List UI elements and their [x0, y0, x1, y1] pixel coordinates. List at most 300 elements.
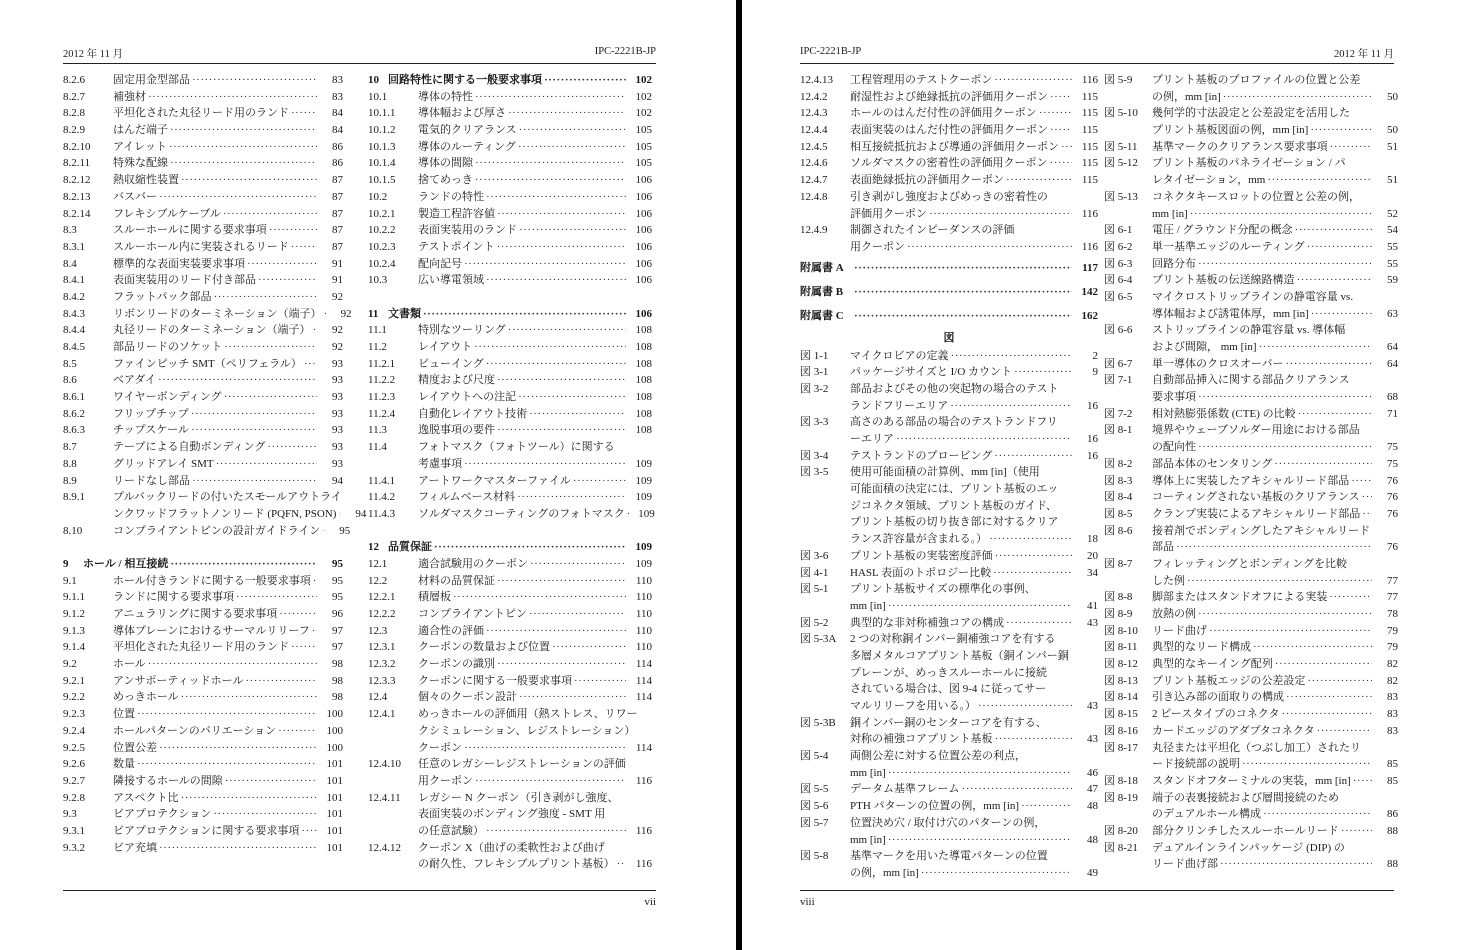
entry-title: の例，mm [in]	[850, 866, 919, 879]
toc-entry	[63, 673, 343, 690]
entry-page: 50	[1387, 124, 1398, 137]
entry-title: 用クーポン	[850, 240, 905, 253]
dot-leader	[919, 865, 1072, 882]
entry-page: 102	[635, 107, 652, 120]
toc-entry	[368, 206, 652, 223]
entry-number: 図 6-6	[1104, 324, 1133, 337]
entry-title: ビアプロテクションに関する要求事項	[113, 824, 300, 837]
toc-entry	[63, 756, 343, 773]
entry-number: 図 8-10	[1104, 624, 1138, 637]
entry-title: フォトマスク（フォトツール）に関する	[418, 441, 615, 454]
entry-number: 8.4.5	[63, 341, 85, 353]
entry-number: 図 8-7	[1104, 557, 1133, 570]
entry-number: 図 5-4	[800, 750, 829, 763]
toc-entry	[1104, 589, 1398, 606]
toc-entry	[1104, 673, 1398, 690]
entry-title: ード接続部の説明	[1152, 758, 1240, 771]
entry-page: 9	[1092, 366, 1098, 379]
toc-entry	[1104, 723, 1398, 740]
toc-entry-continuation	[1104, 172, 1398, 189]
dot-leader	[168, 155, 317, 172]
toc-entry	[63, 155, 343, 172]
toc-entry-continuation	[1104, 89, 1398, 106]
entry-number: 10.1.2	[368, 124, 396, 137]
toc-entry-continuation	[800, 206, 1098, 223]
entry-title: PTH パターンの位置の例，mm [in]	[850, 800, 1020, 813]
dot-leader	[473, 155, 626, 172]
toc-entry	[63, 806, 343, 823]
dot-leader	[1004, 615, 1072, 632]
entry-title: 位置	[113, 708, 135, 721]
entry-number: 12.4.3	[800, 107, 828, 120]
toc-entry-continuation	[800, 239, 1098, 256]
entry-number: 8.2.10	[63, 140, 91, 153]
toc-entry	[368, 473, 652, 490]
entry-number: 9.1.1	[63, 591, 85, 604]
entry-page: 84	[332, 107, 343, 120]
entry-number: 12.2	[368, 574, 388, 587]
toc-entry	[368, 756, 652, 773]
entry-number: 8.2.11	[63, 157, 91, 170]
entry-title: テストポイント	[418, 240, 495, 253]
entry-number: 図 5-1	[800, 583, 829, 596]
entry-title: プレーンが、めっきスルーホールに接続	[850, 666, 1048, 679]
entry-title: 配向記号	[418, 257, 462, 270]
dot-leader	[1221, 89, 1372, 106]
entry-title: ランドに関する要求事項	[113, 591, 234, 604]
dot-leader	[1004, 172, 1072, 189]
dot-leader	[1048, 155, 1072, 172]
entry-number: 10.1.4	[368, 157, 396, 170]
entry-number: 12.2.2	[368, 608, 396, 620]
dot-leader	[484, 272, 626, 289]
entry-number: 8.6.1	[63, 391, 85, 404]
entry-number: 12.3.1	[368, 641, 396, 654]
entry-title: クーポンに関する一般要求事項	[418, 674, 572, 687]
dot-leader	[572, 673, 626, 690]
toc-entry	[800, 631, 1098, 648]
toc-entry	[63, 606, 343, 623]
entry-title: ホール付きランドに関する一般要求事項	[113, 574, 311, 587]
header-date: 2012 年 11 月	[1334, 49, 1394, 60]
entry-page: 116	[1081, 74, 1098, 86]
spacer	[63, 539, 343, 556]
entry-title: 境界やウェーブソルダー用途における部品	[1152, 424, 1360, 437]
toc-entry	[63, 422, 343, 439]
entry-page: 106	[635, 224, 652, 237]
toc-entry-continuation	[368, 856, 652, 873]
entry-page: 43	[1087, 700, 1098, 712]
entry-number: 8.3	[63, 224, 77, 237]
toc-entry	[1104, 740, 1398, 757]
toc-entry	[1104, 656, 1398, 673]
dot-leader	[179, 790, 317, 807]
entry-page: 91	[332, 274, 343, 287]
entry-page: 114	[635, 741, 652, 754]
toc-entry	[800, 72, 1098, 89]
entry-title: スルーホール内に実装されるリード	[113, 240, 289, 253]
entry-title: ランドの特性	[418, 190, 484, 203]
entry-title: 適合性の評価	[418, 624, 484, 637]
entry-page: 105	[635, 124, 652, 137]
entry-title: 典型的なキーイング配列	[1152, 658, 1273, 671]
dot-leader	[1037, 105, 1072, 122]
toc-entry	[368, 506, 655, 523]
page-number: viii	[800, 896, 815, 908]
entry-number: 図 8-14	[1104, 691, 1138, 704]
entry-title: プリント基板の実装密度評価	[850, 549, 993, 562]
dot-leader	[277, 606, 317, 623]
toc-entry	[800, 448, 1098, 465]
entry-number: 図 8-9	[1104, 608, 1133, 620]
toc-entry	[800, 256, 1098, 280]
entry-number: 8.5	[63, 357, 77, 370]
entry-number: 図 8-18	[1104, 774, 1138, 787]
entry-number: 図 6-2	[1104, 240, 1133, 253]
dot-leader	[168, 122, 317, 139]
toc-entry	[800, 280, 1098, 304]
entry-page: 101	[326, 808, 343, 821]
toc-entry	[1104, 189, 1398, 206]
toc-entry	[368, 706, 652, 723]
entry-number: 図 6-5	[1104, 290, 1133, 303]
entry-title: mm [in]	[850, 766, 886, 779]
entry-title: 表面実装のはんだ付性の評価用クーポン	[850, 124, 1048, 137]
dot-leader	[495, 372, 626, 389]
dot-leader	[1048, 89, 1072, 106]
entry-page: 116	[635, 774, 652, 787]
entry-title: めっきホールの評価用（熱ストレス、リワー	[418, 708, 638, 721]
entry-page: 85	[1387, 774, 1398, 787]
entry-number: 10.2.4	[368, 257, 396, 270]
entry-title: 2 ピースタイプのコネクタ	[1152, 708, 1280, 721]
entry-title: ーエリア	[850, 433, 894, 445]
entry-number: 図 8-20	[1104, 824, 1138, 837]
dot-leader	[167, 139, 317, 156]
entry-page: 142	[1081, 285, 1098, 298]
toc-entry	[800, 222, 1098, 239]
entry-number: 12	[368, 541, 379, 554]
toc-entry	[368, 105, 652, 122]
entry-number: 附属書 B	[800, 285, 844, 298]
toc-entry	[63, 72, 343, 89]
dot-leader	[1207, 623, 1372, 640]
entry-title: コネクタキースロットの位置と公差の例，	[1152, 190, 1361, 203]
entry-page: 94	[355, 507, 367, 520]
entry-page: 55	[1387, 257, 1398, 270]
dot-leader	[289, 639, 317, 656]
entry-title: 典型的な非対称補強コアの構成	[850, 616, 1004, 629]
toc-entry	[63, 289, 343, 306]
entry-page: 64	[1387, 341, 1398, 353]
dot-leader	[1284, 689, 1372, 706]
toc-entry	[63, 489, 343, 506]
entry-page: 100	[326, 741, 343, 754]
dot-leader	[302, 356, 317, 373]
dot-leader	[948, 398, 1072, 415]
entry-title: 引き剥がし強度およびめっきの密着性の	[850, 190, 1048, 203]
dot-leader	[256, 272, 317, 289]
toc-entry	[368, 222, 652, 239]
entry-number: 9.1	[63, 574, 77, 587]
dot-leader	[1360, 489, 1372, 506]
entry-title: 部品	[1152, 541, 1174, 554]
toc-entry	[368, 339, 652, 356]
entry-page: 116	[1081, 240, 1098, 253]
toc-entry	[800, 548, 1098, 565]
entry-title: プリント基板図面の例，mm [in]	[1152, 124, 1309, 137]
entry-number: 12.4.6	[800, 157, 828, 170]
entry-number: 12.3	[368, 624, 388, 637]
toc-entry	[1104, 523, 1398, 540]
toc-entry	[1104, 406, 1398, 423]
entry-number: 10.1.5	[368, 174, 396, 187]
entry-page: 77	[1387, 591, 1398, 604]
entry-title: クーポンの数量および位置	[418, 641, 550, 654]
toc-entry	[368, 406, 652, 423]
entry-page: 94	[332, 474, 343, 487]
entry-number: 図 8-8	[1104, 591, 1133, 604]
entry-title: デュアルインラインパッケージ (DIP) の	[1152, 841, 1345, 854]
dot-leader	[484, 823, 626, 840]
toc-entry	[1104, 823, 1398, 840]
entry-page: 34	[1087, 566, 1098, 579]
entry-page: 92	[332, 324, 343, 337]
toc-entry	[800, 565, 1098, 582]
entry-number: 8.4.4	[63, 324, 85, 337]
dot-leader	[234, 589, 317, 606]
entry-title: 導体のルーティング	[418, 140, 516, 153]
entry-number: 8.2.8	[63, 107, 85, 120]
toc-entry	[1104, 256, 1398, 273]
entry-page: 110	[635, 591, 652, 604]
dot-leader	[1293, 222, 1372, 239]
entry-number: 11.3	[368, 424, 387, 437]
entry-title: 導体の特性	[418, 90, 473, 103]
figures-column-2	[1104, 72, 1398, 873]
entry-number: 図 3-6	[800, 549, 829, 562]
dot-leader	[211, 806, 317, 823]
dot-leader	[886, 598, 1072, 615]
entry-page: 83	[332, 90, 343, 103]
entry-title: ビア充填	[113, 841, 157, 854]
toc-entry	[63, 773, 343, 790]
entry-title: 製造工程許容値	[418, 207, 495, 220]
entry-page: 106	[635, 307, 652, 320]
entry-number: 11.4.2	[368, 491, 396, 504]
entry-title: フリップチップ	[113, 407, 189, 420]
dot-leader	[222, 339, 317, 356]
entry-page: 88	[1387, 858, 1398, 871]
entry-number: 図 1-1	[800, 349, 829, 362]
dot-leader	[949, 348, 1072, 365]
toc-entry	[63, 656, 343, 673]
toc-entry	[368, 372, 652, 389]
entry-title: 脚部またはスタンドオフによる実装	[1152, 591, 1328, 604]
dot-leader	[495, 239, 626, 256]
entry-page: 86	[332, 157, 343, 170]
entry-page: 116	[1081, 207, 1098, 220]
entry-title: 回路分布	[1152, 257, 1196, 270]
toc-entry	[63, 556, 343, 573]
dot-leader	[515, 489, 626, 506]
entry-title: 広い導電領域	[418, 274, 484, 287]
entry-number: 10.1.1	[368, 107, 396, 120]
toc-entry	[63, 573, 343, 590]
entry-page: 101	[326, 824, 343, 837]
entry-page: 109	[635, 491, 652, 504]
entry-number: 9.2.4	[63, 724, 85, 737]
entry-title: ファインピッチ SMT（ペリフェラル）	[113, 357, 302, 370]
entry-page: 76	[1387, 491, 1398, 504]
entry-page: 108	[635, 374, 652, 387]
entry-title: クーポンの識別	[418, 658, 495, 671]
entry-number: 8.7	[63, 441, 77, 454]
dot-leader	[146, 89, 317, 106]
dot-leader	[1327, 589, 1372, 606]
entry-number: 12.4	[368, 691, 388, 704]
entry-number: 12.4.12	[368, 841, 401, 854]
entry-title: 要求事項	[1152, 391, 1196, 404]
entry-page: 54	[1387, 224, 1398, 237]
dot-leader	[495, 573, 626, 590]
entry-page: 109	[635, 474, 652, 487]
entry-number: 図 8-4	[1104, 491, 1133, 504]
entry-number: 図 5-8	[800, 850, 829, 863]
toc-entry	[63, 389, 343, 406]
entry-number: 9.2.2	[63, 691, 85, 704]
entry-title: 品質保証	[388, 541, 432, 554]
entry-page: 108	[635, 424, 652, 437]
entry-title: mm [in]	[850, 599, 886, 612]
entry-number: 図 3-5	[800, 466, 829, 479]
entry-number: 10.2.3	[368, 240, 396, 253]
dot-leader	[927, 206, 1072, 223]
toc-entry	[368, 72, 652, 89]
toc-entry	[63, 239, 343, 256]
dot-leader	[517, 689, 626, 706]
entry-page: 95	[332, 557, 343, 570]
entry-title: 特殊な配線	[113, 157, 168, 170]
toc-entry	[368, 840, 652, 857]
entry-page: 108	[635, 341, 652, 353]
toc-entry	[63, 272, 343, 289]
entry-number: 11.4.1	[368, 474, 396, 487]
toc-entry-continuation	[1104, 389, 1398, 406]
entry-title: 用クーポン	[418, 774, 473, 787]
dot-leader	[245, 256, 317, 273]
entry-number: 11.1	[368, 324, 387, 337]
entry-page: 86	[1387, 808, 1398, 821]
entry-number: 12.4.8	[800, 190, 828, 203]
entry-title: 隣接するホールの間隙	[113, 774, 223, 787]
entry-title: の任意試験）	[418, 824, 484, 837]
entry-title: 端子の表裏接続および層間接続のため	[1152, 791, 1339, 804]
entry-title: めっきホール	[113, 691, 179, 704]
spacer	[368, 289, 652, 306]
entry-number: 12.4.13	[800, 74, 833, 86]
entry-number: 図 8-5	[1104, 507, 1133, 520]
entry-page: 98	[332, 674, 343, 687]
entry-title: グリッドアレイ SMT	[113, 457, 214, 470]
entry-number: 9.2.7	[63, 774, 85, 787]
entry-page: 108	[635, 324, 652, 337]
entry-title: フィレッティングとボンディングを比較	[1152, 557, 1348, 570]
entry-title: 捨てめっき	[418, 174, 473, 187]
entry-page: 18	[1087, 533, 1098, 546]
toc-entry	[800, 89, 1098, 106]
dot-leader	[894, 431, 1072, 448]
toc-entry	[368, 489, 652, 506]
entry-page: 109	[635, 557, 652, 570]
dot-leader	[516, 389, 626, 406]
entry-page: 98	[332, 658, 343, 671]
entry-number: 図 8-1	[1104, 424, 1133, 437]
entry-title: アスペクト比	[113, 791, 179, 804]
entry-number: 図 8-21	[1104, 841, 1138, 854]
dot-leader	[462, 256, 626, 273]
dot-leader	[506, 322, 626, 339]
entry-page: 115	[1081, 174, 1098, 187]
entry-number: 図 3-3	[800, 416, 829, 429]
toc-entry	[368, 389, 652, 406]
dot-leader	[852, 304, 1072, 328]
toc-entry	[63, 189, 343, 206]
entry-number: 9.2.1	[63, 674, 85, 687]
toc-entry	[63, 639, 343, 656]
entry-page: 106	[635, 257, 652, 270]
entry-page: 82	[1387, 674, 1398, 687]
toc-entry	[368, 639, 652, 656]
entry-page: 95	[339, 524, 351, 537]
toc-entry-continuation	[1104, 806, 1398, 823]
entry-title: 対称の補強コアプリント基板	[850, 733, 993, 746]
dot-leader	[1283, 356, 1372, 373]
entry-title: 精度および尺度	[418, 374, 495, 387]
entry-page: 87	[332, 240, 343, 253]
entry-title: mm [in]	[1152, 207, 1188, 220]
entry-title: レイアウトへの注記	[418, 391, 517, 404]
entry-number: 8.6.2	[63, 407, 85, 420]
entry-number: 11.2.4	[368, 407, 396, 420]
entry-title: 補強材	[113, 90, 146, 103]
entry-title: HASL 表面のトポロジー比較	[850, 566, 992, 579]
entry-page: 101	[326, 791, 343, 804]
entry-page: 46	[1087, 766, 1098, 779]
entry-number: 12.4.11	[368, 791, 401, 804]
entry-page: 52	[1387, 207, 1398, 220]
entry-number: 9.3.2	[63, 841, 85, 854]
entry-title: 平坦化された丸径リード用のランド	[113, 641, 289, 654]
toc-entry	[368, 89, 652, 106]
dot-leader	[542, 72, 626, 89]
entry-page: 110	[635, 608, 652, 620]
entry-page: 87	[332, 174, 343, 187]
header-rule	[63, 63, 656, 64]
entry-title: 標準的な表面実装要求事項	[113, 257, 245, 270]
entry-title: カードエッジのアダプタコネクタ	[1152, 724, 1315, 737]
entry-page: 41	[1087, 599, 1098, 612]
header-rule	[800, 63, 1394, 64]
entry-page: 49	[1087, 866, 1098, 879]
entry-page: 86	[332, 140, 343, 153]
entry-number: 図 8-6	[1104, 524, 1133, 537]
entry-title: 逸脱事項の要件	[418, 424, 495, 437]
toc-entry	[1104, 356, 1398, 373]
entry-page: 93	[332, 391, 343, 404]
toc-entry	[800, 848, 1098, 865]
entry-title: 銅インバー銅のセンターコアを有する、	[850, 716, 1047, 729]
